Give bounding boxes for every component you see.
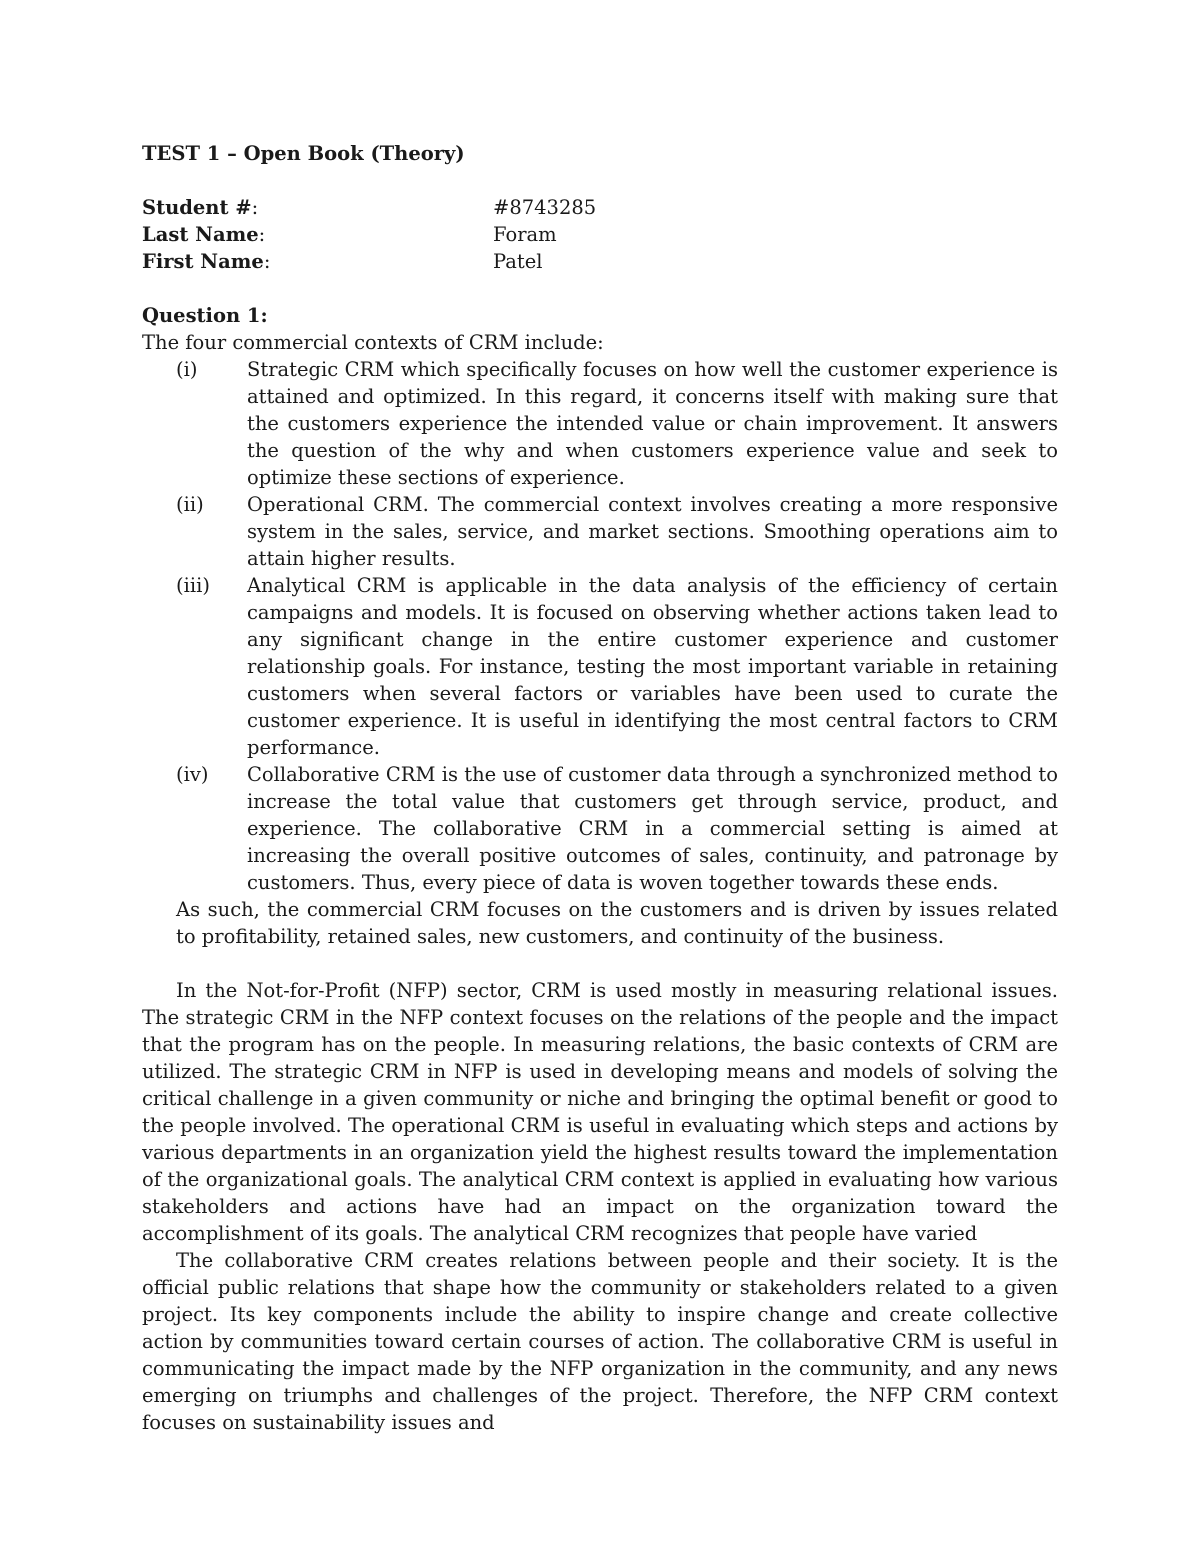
last-name-value: Foram (493, 223, 557, 246)
document-page (142, 140, 1058, 1436)
first-name-value: Patel (493, 250, 543, 273)
list-item-text: Operational CRM. The commercial context involves creating a more responsive system in the sales, service, and market sections. Smoothing operations aim to attain higher results. (247, 493, 1058, 570)
list-item (176, 572, 1058, 761)
list-item-number: (iv) (176, 763, 209, 786)
list-item-number: (iii) (176, 574, 210, 597)
last-name-label: Last Name: (142, 223, 266, 246)
student-number-row (142, 194, 1058, 221)
last-name-row (142, 221, 1058, 248)
list-item-text: Analytical CRM is applicable in the data analysis of the efficiency of certain campaigns and models. It is focused on observing whether actions taken lead to any significant change in the entire customer experience and customer relationship goals. For instance, testing the most important variable in retaining customers when several factors or variables have been used to curate the customer experience. It is useful in identifying the most central factors to CRM performance. (247, 574, 1058, 759)
list-item-number: (ii) (176, 493, 204, 516)
list-item-text: Strategic CRM which specifically focuses on how well the customer experience is attained and optimized. In this regard, it concerns itself with making sure that the customers experience the intended value or chain improvement. It answers the question of the why and when customers experience value and seek to optimize these sections of experience. (247, 358, 1058, 489)
student-info (142, 194, 1058, 275)
list-item-text: Collaborative CRM is the use of customer data through a synchronized method to increase the total value that customers get through service, product, and experience. The collaborative CRM in a commercial setting is aimed at increasing the overall positive outcomes of sales, continuity, and patronage by customers. Thus, every piece of data is woven together towards these ends. (247, 763, 1058, 894)
question-heading: Question 1: (142, 304, 268, 327)
list-item-number: (i) (176, 358, 198, 381)
list-item (176, 356, 1058, 491)
list-item (176, 491, 1058, 572)
student-number-label: Student #: (142, 196, 259, 219)
document-title: TEST 1 – Open Book (Theory) (142, 142, 465, 165)
first-name-label: First Name: (142, 250, 271, 273)
commercial-summary: As such, the commercial CRM focuses on the customers and is driven by issues related to profitability, retained sales, new customers, and continuity of the business. (176, 898, 1058, 948)
student-number-value: #8743285 (493, 196, 597, 219)
first-name-row (142, 248, 1058, 275)
question-intro: The four commercial contexts of CRM include: (142, 331, 604, 354)
collaborative-paragraph: The collaborative CRM creates relations between people and their society. It is the official public relations that shape how the community or stakeholders related to a given project. Its key components include the ability to inspire change and create collective action by communities toward certain courses of action. The collaborative CRM is useful in communicating the impact made by the NFP organization in the community, and any news emerging on triumphs and challenges of the project. Therefore, the NFP CRM context focuses on sustainability issues and (142, 1249, 1058, 1434)
list-item (176, 761, 1058, 896)
nfp-paragraph: In the Not-for-Profit (NFP) sector, CRM is used mostly in measuring relational issues. The strategic CRM in the NFP context focuses on the relations of the people and the impact that the program has on the people. In measuring relations, the basic contexts of CRM are utilized. The strategic CRM in NFP is used in developing means and models of solving the critical challenge in a given community or niche and bringing the optimal benefit or good to the people involved. The operational CRM is useful in evaluating which steps and actions by various departments in an organization yield the highest results toward the implementation of the organizational goals. The analytical CRM context is applied in evaluating how various stakeholders and actions have had an impact on the organization toward the accomplishment of its goals. The analytical CRM recognizes that people have varied (142, 979, 1058, 1245)
